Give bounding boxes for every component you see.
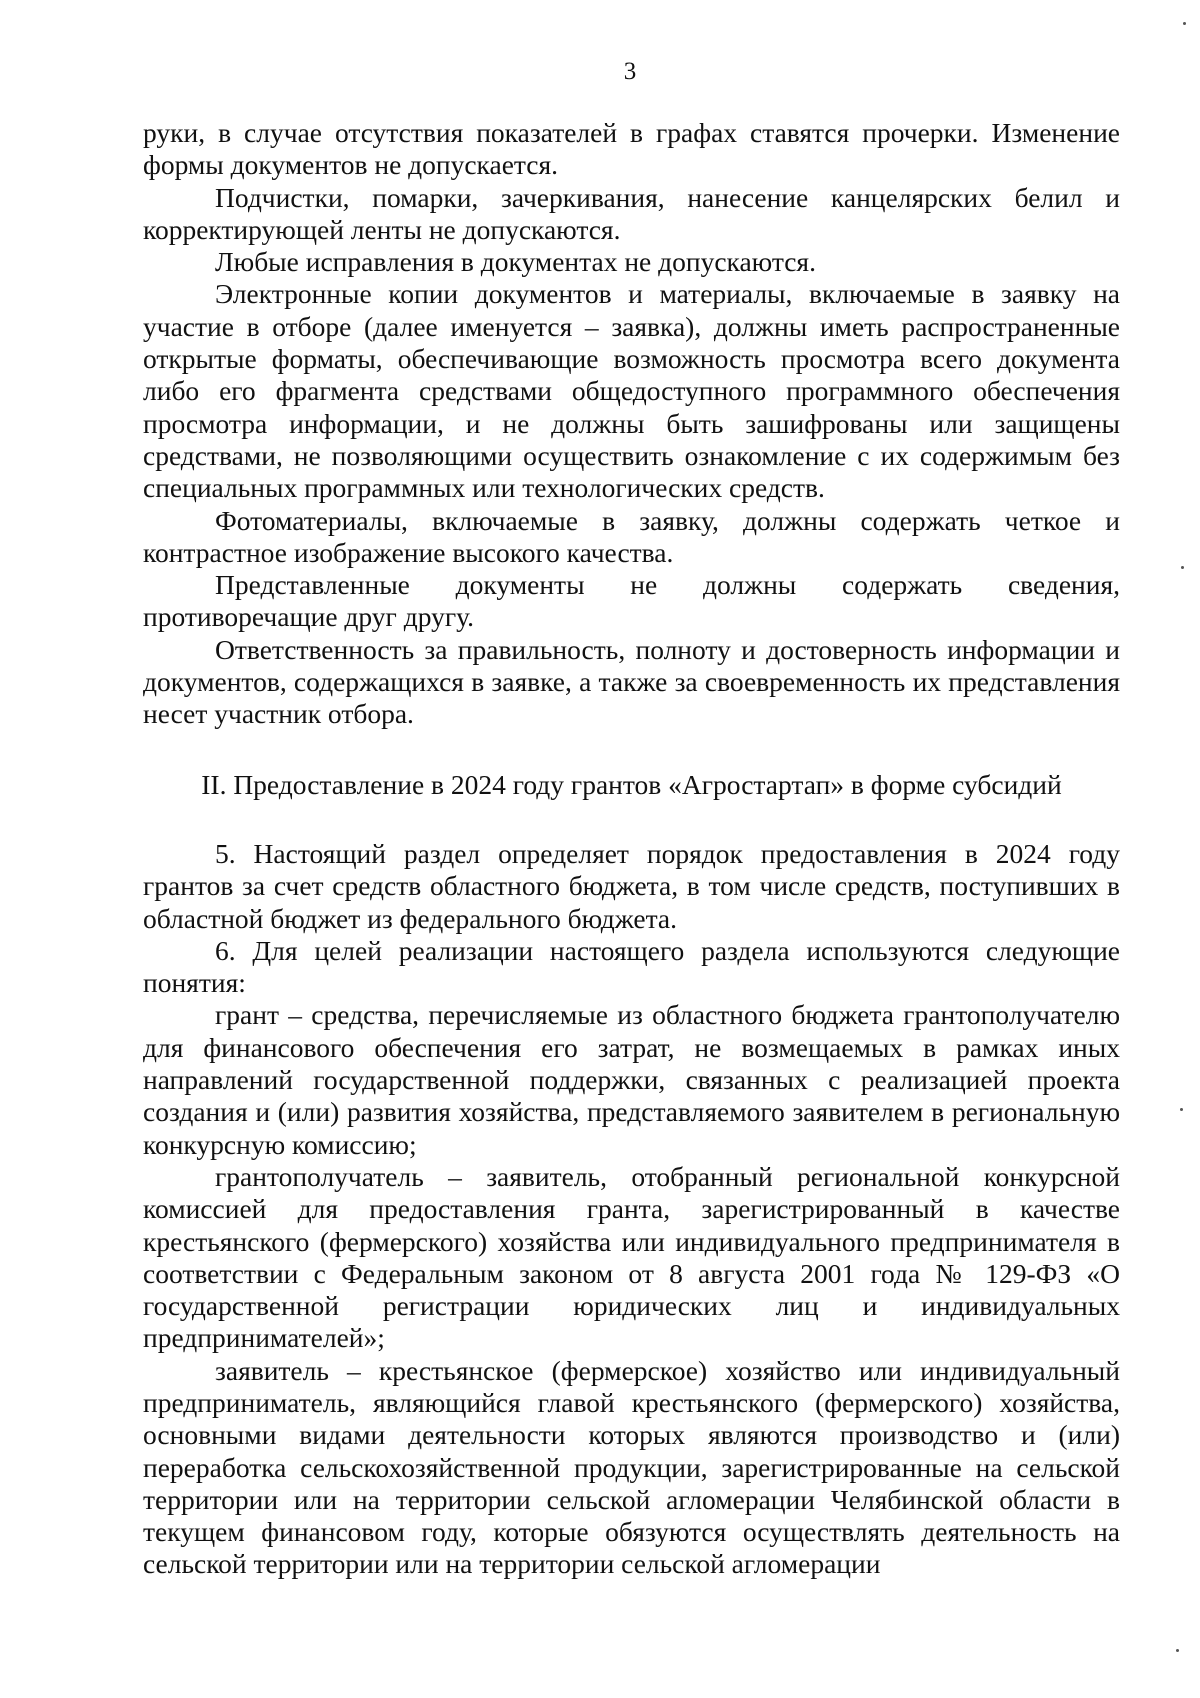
paragraph-photo-materials: Фотоматериалы, включаемые в заявку, должны содержать четкое и контрастное изображение высокого качества. [143,504,1120,568]
page-number: 3 [623,58,637,85]
scan-speck [1180,1108,1183,1111]
paragraph-responsibility: Ответственность за правильность, полноту и достоверность информации и документов, содержащихся в заявке, а также за своевременность их представления несет участник отбора. [143,633,1120,730]
definition-grant: грант – средства, перечисляемые из областного бюджета грантополучателю для финансового обеспечения его затрат, не возмещаемых в рамках иных направлений государственной поддержки, связанных с реализацией проекта создания и (или) развития хозяйства, представляемого заявителем в региональную конкурсную комиссию; [143,999,1120,1160]
scan-speck [1183,22,1186,25]
document-body [143,117,1120,1581]
paragraph-item-5: 5. Настоящий раздел определяет порядок предоставления в 2024 году грантов за счет средств областного бюджета, в том числе средств, поступивших в областной бюджет из федерального бюджета. [143,837,1120,934]
definition-applicant: заявитель – крестьянское (фермерское) хозяйство или индивидуальный предприниматель, являющийся главой крестьянского (фермерского) хозяйства, основными видами деятельности которых являются производство и (или) переработка сельскохозяйственной продукции, зарегистрированные на сельской территории или на территории сельской агломерации Челябинской области в текущем финансовом году, которые обязуются осуществлять деятельность на сельской территории или на территории сельской агломерации [143,1354,1120,1580]
scan-speck [1176,1649,1179,1652]
paragraph-no-contradictions: Представленные документы не должны содержать сведения, противоречащие друг другу. [143,569,1120,633]
paragraph-electronic-copies: Электронные копии документов и материалы, включаемые в заявку на участие в отборе (далее именуется – заявка), должны иметь распространенные открытые форматы, обеспечивающие возможность просмотра всего документа либо его фрагмента средствами общедоступного программного обеспечения просмотра информации, и не должны быть зашифрованы или защищены средствами, не позволяющими осуществить ознакомление с их содержимым без специальных программных или технологических средств. [143,278,1120,504]
paragraph-continuation: руки, в случае отсутствия показателей в графах ставятся прочерки. Изменение формы документов не допускается. [143,117,1120,181]
section-heading: II. Предоставление в 2024 году грантов «Агростартап» в форме субсидий [201,768,1062,800]
definition-grant-recipient: грантополучатель – заявитель, отобранный региональной конкурсной комиссией для предоставления гранта, зарегистрированный в качестве крестьянского (фермерского) хозяйства или индивидуального предпринимателя в соответствии с Федеральным законом от 8 августа 2001 года № 129-ФЗ «О государственной регистрации юридических лиц и индивидуальных предпринимателей»; [143,1160,1120,1354]
scan-speck [1181,566,1184,569]
paragraph-corrections-prohibited: Подчистки, помарки, зачеркивания, нанесение канцелярских белил и корректирующей ленты не допускаются. [143,181,1120,245]
paragraph-no-corrections: Любые исправления в документах не допускаются. [215,246,816,278]
paragraph-item-6: 6. Для целей реализации настоящего раздела используются следующие понятия: [143,934,1120,999]
